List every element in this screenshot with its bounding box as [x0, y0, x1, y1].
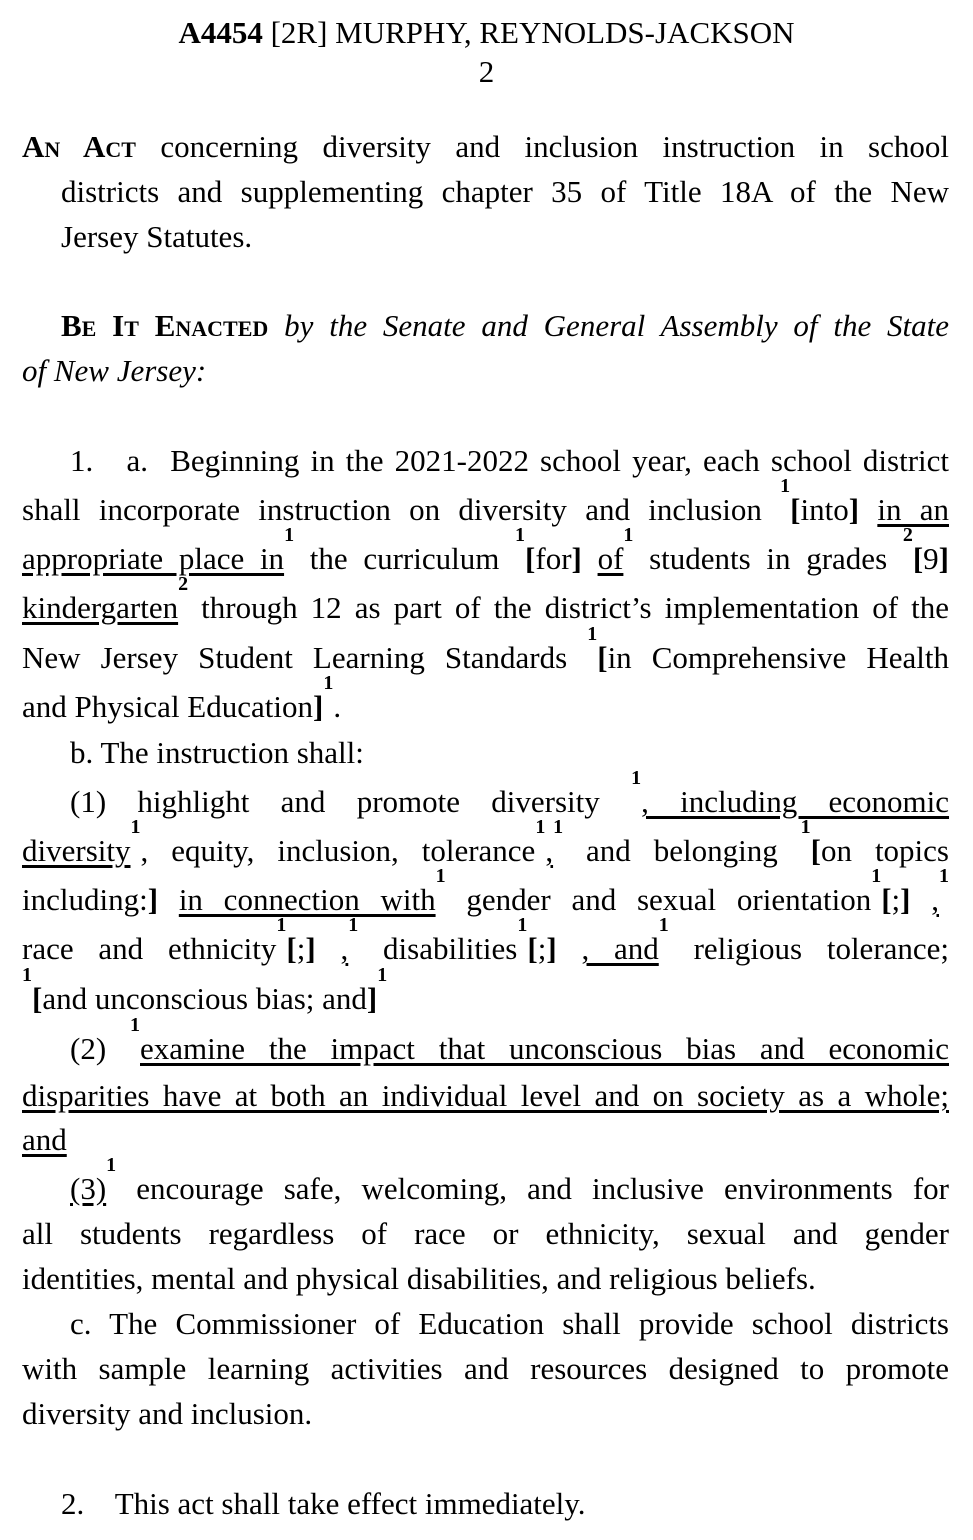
s1b-line-8: and [22, 1122, 67, 1157]
enacting-label: Be It Enacted [61, 308, 269, 343]
s1a-line-2: shall incorporate instruction on diversity and inclusion $^1$[into] in an [22, 475, 949, 527]
bill-header [0, 14, 973, 52]
page-number: 2 [478, 54, 495, 89]
s1b-line-5: $^1$[and unconscious bias; and]$^1$ [22, 964, 388, 1016]
s1b-line-9: $(3)^1$ encourage safe, welcoming, and inclusive environments for [70, 1154, 949, 1206]
s1a-line-5: New Jersey Student Learning Standards $^1$[in Comprehensive Health [22, 623, 950, 675]
s1b-line-7: disparities have at both an individual level and on society as a whole; [22, 1078, 949, 1113]
bill-number: A4454 [178, 15, 263, 50]
s1b-line-6: (2) $^1$examine the impact that unconscious bias and economic [70, 1014, 949, 1066]
s1a-line-3: appropriate place $in^1$ the curriculum $^1$[for] $of^1$ students in grades $^2$[9] [22, 524, 949, 576]
s1b-line-3: including:] in connection with$^1$ gender and sexual orientation$^1$[;] ,$^1$ [22, 865, 950, 917]
enacting-line-1: Be It Enacted by the Senate and General Assembly of the State [61, 308, 950, 343]
s1b-line-1: (1) highlight and promote diversity $^1$, including economic [70, 767, 950, 819]
s1c-line-3: diversity and inclusion. [22, 1396, 313, 1431]
s1b-line-10: all students regardless of race or ethnicity, sexual and gender [22, 1216, 949, 1251]
title-line-1: An Act concerning diversity and inclusion instruction in school [22, 129, 949, 164]
s1c-line-1: c. The Commissioner of Education shall provide school districts [70, 1306, 949, 1341]
s1b-line-4: race and ethnicity$^1$[;] ,$^1$ disabilities$^1$[;] , and$^1$ religious tolerance; [22, 914, 950, 966]
s1c-line-2: with sample learning activities and resources designed to promote [22, 1351, 949, 1386]
s1a-line-6: and Physical Education]$^1$. [22, 672, 342, 724]
s1a-line-4: kindergarten$^2$ through 12 as part of the district’s implementation of the [22, 573, 950, 625]
act-label: An Act [22, 129, 136, 164]
bill-sponsors: [2R] MURPHY, REYNOLDS-JACKSON [262, 15, 795, 50]
s1b-line-2: diversity$^1$, equity, inclusion, tolerance$^1$,$^1$ and belonging $^1$[on topics [22, 816, 949, 868]
title-line-2: districts and supplementing chapter 35 of Title 18A of the New [61, 174, 949, 209]
title-line-3: Jersey Statutes. [61, 219, 253, 254]
s1b-heading: b. The instruction shall: [70, 735, 364, 770]
s1b-line-11: identities, mental and physical disabilities, and religious beliefs. [22, 1261, 816, 1296]
s1a-line-1: 1. a. Beginning in the 2021-2022 school year, each school district [70, 443, 949, 478]
enacting-line-2: of New Jersey: [22, 353, 207, 388]
section-2: 2. This act shall take effect immediately. [61, 1486, 586, 1521]
